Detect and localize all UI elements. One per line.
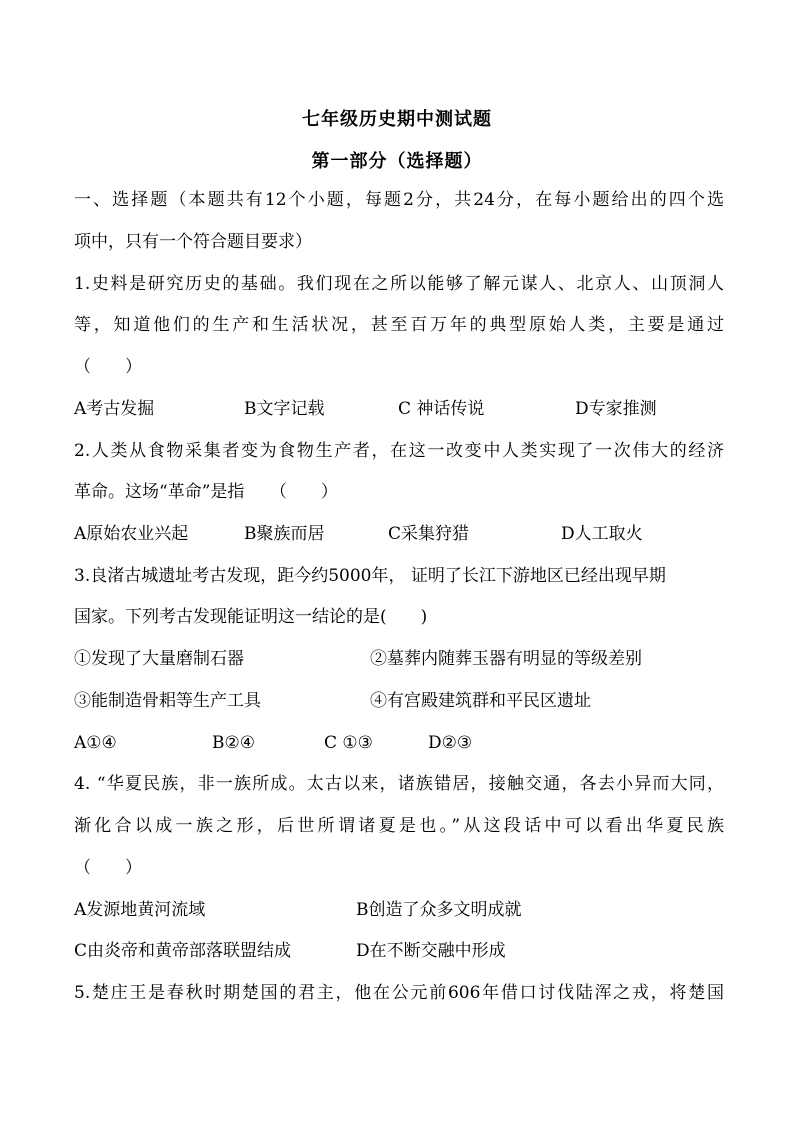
page-title: 七年级历史期中测试题 (302, 109, 492, 130)
question-3-statement-3: ③能制造骨耜等生产工具 (74, 691, 261, 711)
question-3-statement-4: ④有宫殿建筑群和平民区遗址 (370, 691, 591, 711)
question-3-statement-2: ②墓葬内随葬玉器有明显的等级差别 (370, 649, 642, 669)
question-4-text: 4. “华夏民族，非一族所成。太古以来，诸族错居，接触交通，各去小异而大同， (74, 774, 724, 794)
question-1-blank: （ ） (74, 357, 142, 377)
question-1-option-c: C 神话传说 (398, 399, 485, 419)
question-4-option-d: D在不断交融中形成 (356, 941, 506, 961)
question-1-option-a: A考古发掘 (74, 399, 155, 419)
page-subtitle: 第一部分（选择题） (311, 151, 483, 172)
question-2-option-c: C采集狩猎 (388, 524, 470, 544)
question-3-option-c: C ①③ (324, 733, 373, 753)
question-2-option-a: A原始农业兴起 (74, 524, 189, 544)
question-4-option-c: C由炎帝和黄帝部落联盟结成 (74, 941, 292, 961)
question-2-option-d: D人工取火 (561, 524, 643, 544)
question-3-option-b: B②④ (212, 733, 255, 753)
question-3-option-a: A①④ (74, 733, 117, 753)
question-3-option-d: D②③ (428, 733, 473, 753)
question-4-blank: （ ） (74, 858, 142, 878)
question-1-option-d: D专家推测 (575, 399, 657, 419)
section-instruction: 一、选择题（本题共有12个小题，每题2分，共24分，在每小题给出的四个选 (74, 190, 724, 210)
question-4-text: 渐化合以成一族之形，后世所谓诸夏是也。”从这段话中可以看出华夏民族 (74, 816, 724, 836)
question-3-text: 国家。下列考古发现能证明这一结论的是( ) (74, 607, 428, 627)
question-2-text: 2.人类从食物采集者变为食物生产者，在这一改变中人类实现了一次伟大的经济 (74, 441, 724, 461)
question-2-option-b: B聚族而居 (244, 524, 325, 544)
question-4-option-a: A发源地黄河流域 (74, 900, 206, 920)
question-3-statement-1: ①发现了大量磨制石器 (74, 649, 244, 669)
question-1-text: 等，知道他们的生产和生活状况，甚至百万年的典型原始人类，主要是通过 (74, 315, 724, 335)
section-instruction-cont: 项中，只有一个符合题目要求） (74, 232, 312, 252)
question-3-text: 3.良渚古城遗址考古发现，距今约5000年， 证明了长江下游地区已经出现早期 (74, 566, 666, 586)
question-1-option-b: B文字记载 (244, 399, 325, 419)
question-4-option-b: B创造了众多文明成就 (356, 900, 522, 920)
question-2-text: 革命。这场“革命”是指 （ ） (74, 482, 338, 502)
question-5-text: 5.楚庄王是春秋时期楚国的君主，他在公元前606年借口讨伐陆浑之戎，将楚国 (74, 983, 724, 1003)
question-1-text: 1.史料是研究历史的基础。我们现在之所以能够了解元谋人、北京人、山顶洞人 (74, 274, 724, 294)
